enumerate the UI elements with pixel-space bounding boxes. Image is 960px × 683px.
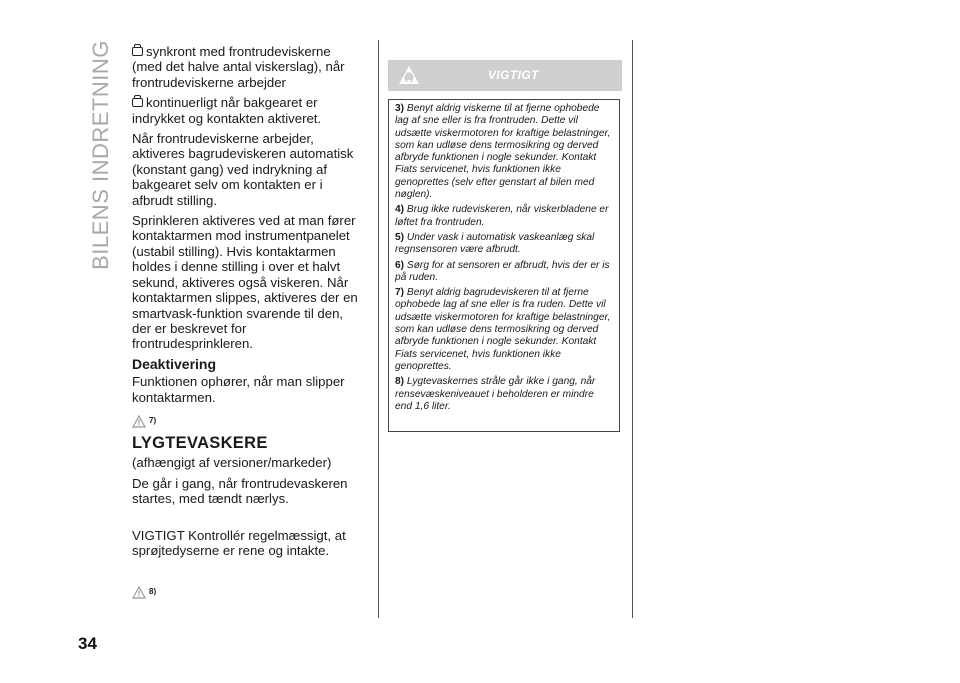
paragraph: Funktionen ophører, når man slipper kontaktarmen. bbox=[132, 374, 345, 405]
main-text-column bbox=[132, 44, 362, 607]
vigtigt-item: 3) Benyt aldrig viskerne til at fjerne ophobede lag af sne eller is fra frontruden. Dette vil udsætte viskermotoren for kraftige belastninger, som kan udløse dens termosikring og derved afbryde funktionen i nogle sekunder. Kontakt Fiats servicenet, hvis funktionen ikke genoprettes (selv efter genstart af bilen med nøglen). bbox=[395, 103, 611, 201]
paragraph: synkront med frontrudeviskerne (med det halve antal viskerslag), når frontrudeviskerne arbejder bbox=[132, 44, 345, 90]
chapter-title-text: BILENS INDRETNING bbox=[88, 40, 113, 270]
warning-triangle-icon bbox=[132, 586, 146, 599]
reference-number: 7) bbox=[149, 415, 157, 425]
car-warning-icon bbox=[398, 65, 420, 85]
warning-reference bbox=[132, 581, 362, 599]
warning-reference bbox=[132, 410, 362, 428]
column-divider-right bbox=[632, 40, 633, 618]
vigtigt-box bbox=[388, 99, 620, 432]
subheading-deaktivering: Deaktivering bbox=[132, 355, 217, 372]
vigtigt-header bbox=[388, 60, 622, 91]
chapter-side-title bbox=[86, 40, 116, 270]
paragraph: VIGTIGT Kontrollér regelmæssigt, at sprøjtedyserne er rene og intakte. bbox=[132, 527, 346, 558]
section-heading: LYGTEVASKERE bbox=[132, 433, 268, 452]
paragraph: De går i gang, når frontrudevaskeren startes, med tændt nærlys. bbox=[132, 475, 348, 507]
vigtigt-title: VIGTIGT bbox=[488, 68, 539, 82]
car-rear-icon bbox=[132, 98, 143, 107]
warning-triangle-icon bbox=[132, 415, 146, 428]
paragraph: Når frontrudeviskerne arbejder, aktiveres bagrudeviskeren automatisk (konstant gang) ved indrykning af bakgearet selv om kontakten er i afbrudt stilling. bbox=[132, 131, 354, 208]
vigtigt-item: 6) Sørg for at sensoren er afbrudt, hvis der er is på ruden. bbox=[395, 259, 610, 283]
paragraph: kontinuerligt når bakgearet er indrykket og kontakten aktiveret. bbox=[132, 95, 322, 126]
vigtigt-item: 7) Benyt aldrig bagrudeviskeren til at fjerne ophobede lag af sne eller is fra ruden. Dette vil udsætte viskermotoren for kraftige belastninger, som kan udløse dens termosikring og derved afbryde funktionen i nogle sekunder. Kontakt Fiats servicenet, hvis funktionen ikke genoprettes. bbox=[395, 287, 611, 372]
car-rear-icon bbox=[132, 47, 143, 56]
paragraph: Sprinkleren aktiveres ved at man fører kontaktarmen mod instrumentpanelet (ustabil stilling). Hvis kontaktarmen holdes i denne stilling i over et halvt sekund, aktiveres også viskeren. Når kontaktarmen slippes, aktiveres der en smartvask-funktion svarende til den, der er beskrevet for frontrudesprinkleren. bbox=[132, 213, 358, 352]
paragraph: (afhængigt af versioner/markeder) bbox=[132, 455, 332, 471]
vigtigt-item: 4) Brug ikke rudeviskeren, når viskerbladene er løftet fra frontruden. bbox=[395, 204, 609, 228]
page-number: 34 bbox=[78, 634, 97, 653]
reference-number: 8) bbox=[149, 586, 157, 596]
column-divider-left bbox=[378, 40, 379, 618]
vigtigt-item: 5) Under vask i automatisk vaskeanlæg skal regnsensoren være afbrudt. bbox=[395, 231, 595, 256]
vigtigt-item: 8) Lygtevaskernes stråle går ikke i gang, når rensevæskeniveauet i beholderen er mindre end 1,6 liter. bbox=[395, 376, 596, 412]
